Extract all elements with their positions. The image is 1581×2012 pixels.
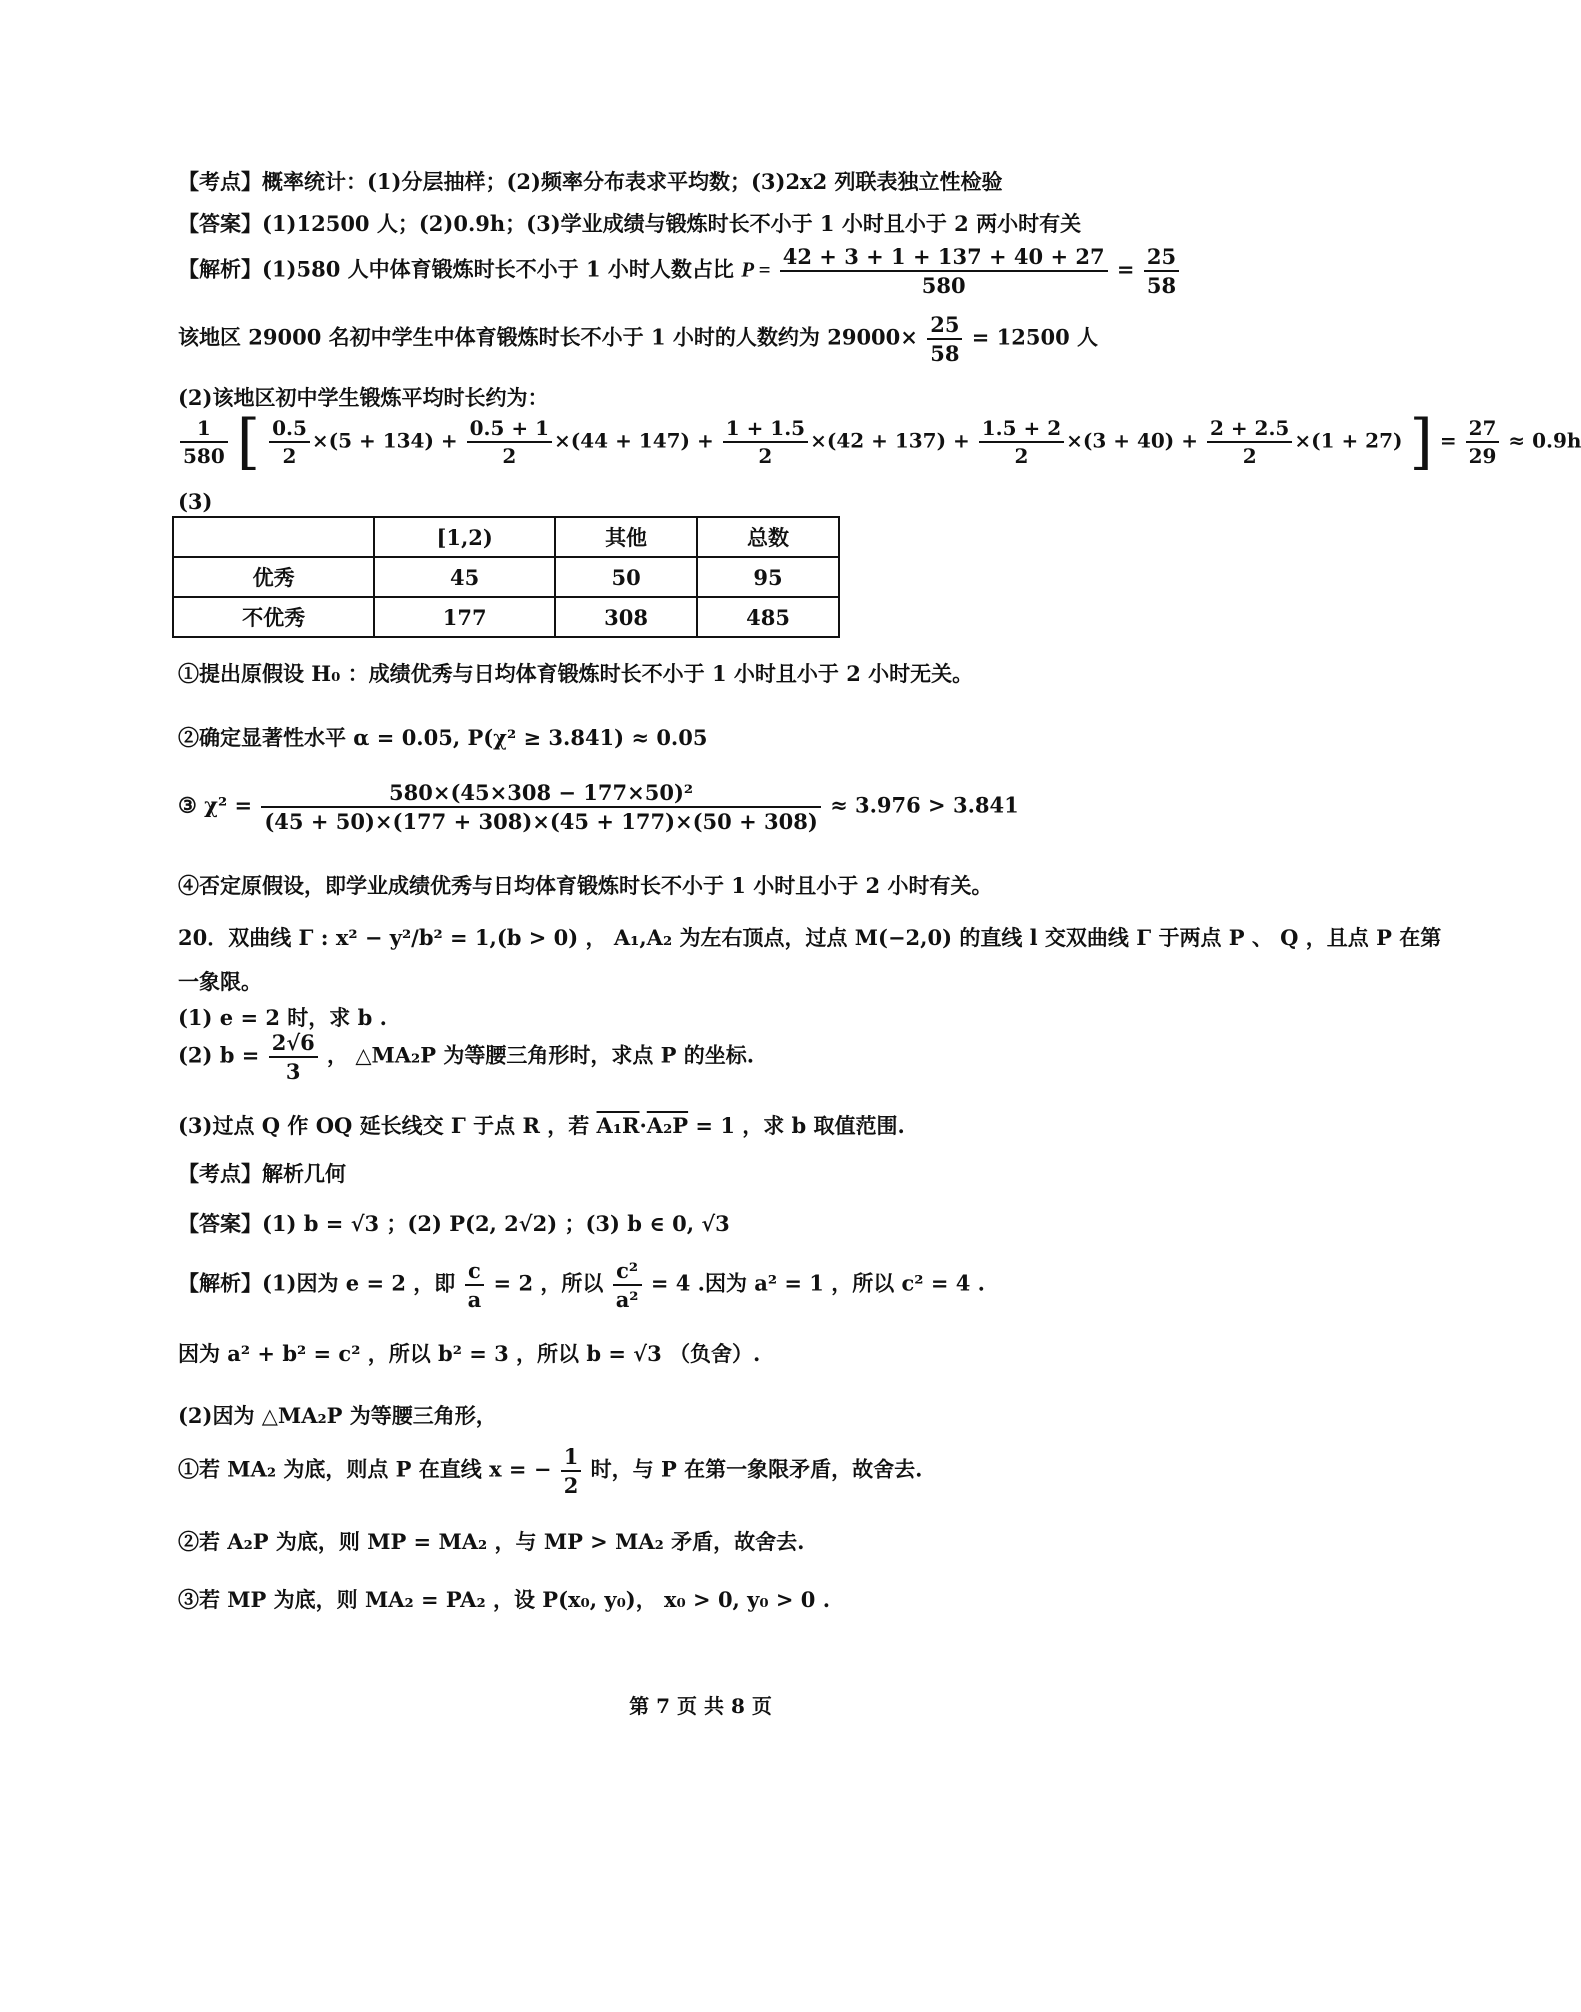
c-over-a-num: c xyxy=(465,1260,485,1286)
avg-t1-mul: ×(5 + 134) + xyxy=(311,428,458,453)
jiexi-1-result-fraction xyxy=(1144,246,1179,296)
jiexi-2-mid: = 2 ，所以 xyxy=(493,1270,604,1296)
step-3 xyxy=(178,782,1019,832)
avg-t1-fraction xyxy=(269,418,310,466)
left-bracket: [ xyxy=(236,407,261,477)
jiexi-1-denominator: 580 xyxy=(921,273,966,298)
population-den: 58 xyxy=(930,341,960,366)
dot-operator: · xyxy=(639,1113,647,1138)
case-3: ③若 MP 为底，则 MA₂ = PA₂ ，设 P(x₀, y₀)， x₀ > 0, y₀ > 0 . xyxy=(178,1587,831,1612)
daan-1: 【答案】(1)12500 人；(2)0.9h；(3)学业成绩与锻炼时长不小于 1 小时且小于 2 两小时有关 xyxy=(178,211,1082,236)
jiexi-1-result-num: 25 xyxy=(1144,246,1179,272)
population-fraction xyxy=(927,314,962,364)
table-cell: 308 xyxy=(555,597,697,637)
avg-result-fraction xyxy=(1466,418,1500,466)
half-num: 1 xyxy=(561,1446,582,1472)
step-3-tail: ≈ 3.976 > 3.841 xyxy=(830,792,1019,818)
half-den: 2 xyxy=(563,1473,579,1498)
c-over-a-fraction xyxy=(465,1260,485,1310)
step-3-lead: ③ χ² = xyxy=(178,792,253,818)
step-4: ④否定原假设，即学业成绩优秀与日均体育锻炼时长不小于 1 小时且小于 2 小时有关。 xyxy=(178,873,993,898)
step-2: ②确定显著性水平 α = 0.05, P(χ² ≥ 3.841) ≈ 0.05 xyxy=(178,725,708,750)
table-header-cell: 其他 xyxy=(555,517,697,557)
avg-t2-den: 2 xyxy=(502,444,517,468)
vector-a1r: A₁R xyxy=(596,1113,640,1138)
table-cell: 95 xyxy=(697,557,839,597)
avg-t3-fraction xyxy=(723,418,808,466)
b-value-num: 2√6 xyxy=(269,1032,318,1058)
vector-a2p: A₂P xyxy=(646,1113,689,1138)
avg-t3-num: 1 + 1.5 xyxy=(723,418,808,443)
chi-square-den: (45 + 50)×(177 + 308)×(45 + 177)×(50 + 308) xyxy=(264,809,818,834)
case-1 xyxy=(178,1446,922,1496)
avg-t5-den: 2 xyxy=(1242,444,1257,468)
jiexi-1-fraction xyxy=(780,246,1108,296)
daan-2: 【答案】(1) b = √3 ；(2) P(2, 2√2) ；(3) b ∈ 0, √3 xyxy=(178,1211,730,1236)
avg-t5-fraction xyxy=(1207,418,1292,466)
avg-lead-den: 580 xyxy=(183,444,225,468)
table-header-cell: 总数 xyxy=(697,517,839,557)
population-line xyxy=(178,314,1098,364)
half-fraction xyxy=(561,1446,582,1496)
avg-t4-num: 1.5 + 2 xyxy=(979,418,1064,443)
jiexi-1-eq: = xyxy=(1116,256,1135,282)
average-formula xyxy=(178,407,1581,477)
jiexi-2 xyxy=(178,1260,985,1310)
jiexi-2-post: = 4 .因为 a² = 1 ，所以 c² = 4 . xyxy=(650,1270,985,1296)
case-1-post: 时，与 P 在第一象限矛盾，故舍去. xyxy=(590,1456,923,1482)
avg-t1-den: 2 xyxy=(282,444,297,468)
q20-line-2: 一象限。 xyxy=(178,969,262,994)
c-over-a-den: a xyxy=(467,1287,482,1312)
avg-res-den: 29 xyxy=(1468,444,1497,468)
c2-over-a2-fraction xyxy=(613,1260,642,1310)
contingency-table xyxy=(172,516,840,638)
population-suffix: = 12500 人 xyxy=(971,324,1099,350)
table-row xyxy=(173,557,839,597)
q20-part-3-pre: (3)过点 Q 作 OQ 延长线交 Γ 于点 R ，若 xyxy=(178,1113,590,1138)
table-row xyxy=(173,597,839,637)
c2-over-a2-den: a² xyxy=(615,1287,639,1312)
avg-t5-mul: ×(1 + 27) xyxy=(1294,428,1403,453)
avg-t1-num: 0.5 xyxy=(269,418,310,443)
jiexi-1-line xyxy=(178,246,1181,296)
table-cell: 不优秀 xyxy=(173,597,374,637)
avg-t2-num: 0.5 + 1 xyxy=(467,418,552,443)
population-num: 25 xyxy=(927,314,962,340)
table-header-cell xyxy=(173,517,374,557)
right-bracket: ] xyxy=(1409,407,1433,477)
q20-part-3 xyxy=(178,1112,905,1140)
table-header-row xyxy=(173,517,839,557)
jiexi-2-line-2: 因为 a² + b² = c² ，所以 b² = 3 ，所以 b = √3 （负舍）. xyxy=(178,1341,761,1366)
b-value-fraction xyxy=(269,1032,318,1082)
q20-part-2 xyxy=(178,1032,754,1082)
q20-line-1: 20．双曲线 Γ : x² − y²/b² = 1,(b > 0) ， A₁,A₂ 为左右顶点，过点 M(−2,0) 的直线 l 交双曲线 Γ 于两点 P 、 Q ，且点 P 在第 xyxy=(178,925,1442,950)
chi-square-num: 580×(45×308 − 177×50)² xyxy=(261,782,820,808)
c2-over-a2-num: c² xyxy=(613,1260,642,1286)
jiexi-2-pre: 【解析】(1)因为 e = 2 ，即 xyxy=(178,1270,456,1296)
kaodian-1: 【考点】概率统计：(1)分层抽样；(2)频率分布表求平均数；(3)2x2 列联表独立性检验 xyxy=(178,169,1003,194)
avg-lead-num: 1 xyxy=(180,418,228,443)
avg-t3-den: 2 xyxy=(758,444,773,468)
page-footer: 第 7 页 共 8 页 xyxy=(629,1694,772,1718)
table-cell: 485 xyxy=(697,597,839,637)
table-header-cell: [1,2) xyxy=(374,517,555,557)
table-cell: 优秀 xyxy=(173,557,374,597)
population-prefix: 该地区 29000 名初中学生中体育锻炼时长不小于 1 小时的人数约为 29000× xyxy=(178,324,918,350)
q20-part-2-post: ， △MA₂P 为等腰三角形时，求点 P 的坐标. xyxy=(327,1042,755,1068)
jiexi-1-prefix: 【解析】(1)580 人中体育锻炼时长不小于 1 小时人数占比 xyxy=(178,256,734,282)
avg-approx: ≈ 0.9h xyxy=(1508,428,1581,453)
step-1: ①提出原假设 H₀ ：成绩优秀与日均体育锻炼时长不小于 1 小时且小于 2 小时无关。 xyxy=(178,661,974,686)
case-1-pre: ①若 MA₂ 为底，则点 P 在直线 x = − xyxy=(178,1456,552,1482)
q20-part-2-pre: (2) b = xyxy=(178,1042,260,1068)
part2-title: (2)该地区初中学生锻炼平均时长约为： xyxy=(178,385,549,410)
avg-t4-fraction xyxy=(979,418,1064,466)
avg-t3-mul: ×(42 + 137) + xyxy=(810,428,970,453)
jiexi-1-numerator: 42 + 3 + 1 + 137 + 40 + 27 xyxy=(780,246,1108,272)
avg-res-num: 27 xyxy=(1466,418,1500,443)
avg-lead-fraction xyxy=(180,418,228,466)
q20-part-3-post: = 1 ，求 b 取值范围. xyxy=(695,1113,905,1138)
jiexi-1-p: P = xyxy=(741,257,771,282)
avg-t2-fraction xyxy=(467,418,552,466)
q20-part-1: (1) e = 2 时，求 b . xyxy=(178,1005,387,1030)
avg-eq: = xyxy=(1439,428,1457,453)
part3-label: (3) xyxy=(178,489,213,514)
case-2: ②若 A₂P 为底，则 MP = MA₂ ，与 MP > MA₂ 矛盾，故舍去. xyxy=(178,1529,805,1554)
table-cell: 45 xyxy=(374,557,555,597)
jiexi-1-result-den: 58 xyxy=(1146,273,1177,298)
table-cell: 177 xyxy=(374,597,555,637)
avg-t2-mul: ×(44 + 147) + xyxy=(554,428,714,453)
avg-t4-mul: ×(3 + 40) + xyxy=(1066,428,1198,453)
avg-t4-den: 2 xyxy=(1014,444,1029,468)
b-value-den: 3 xyxy=(285,1059,301,1084)
avg-t5-num: 2 + 2.5 xyxy=(1207,418,1292,443)
kaodian-2: 【考点】解析几何 xyxy=(178,1161,346,1186)
part-2b-title: (2)因为 △MA₂P 为等腰三角形， xyxy=(178,1403,497,1428)
chi-square-fraction xyxy=(261,782,820,832)
table-cell: 50 xyxy=(555,557,697,597)
